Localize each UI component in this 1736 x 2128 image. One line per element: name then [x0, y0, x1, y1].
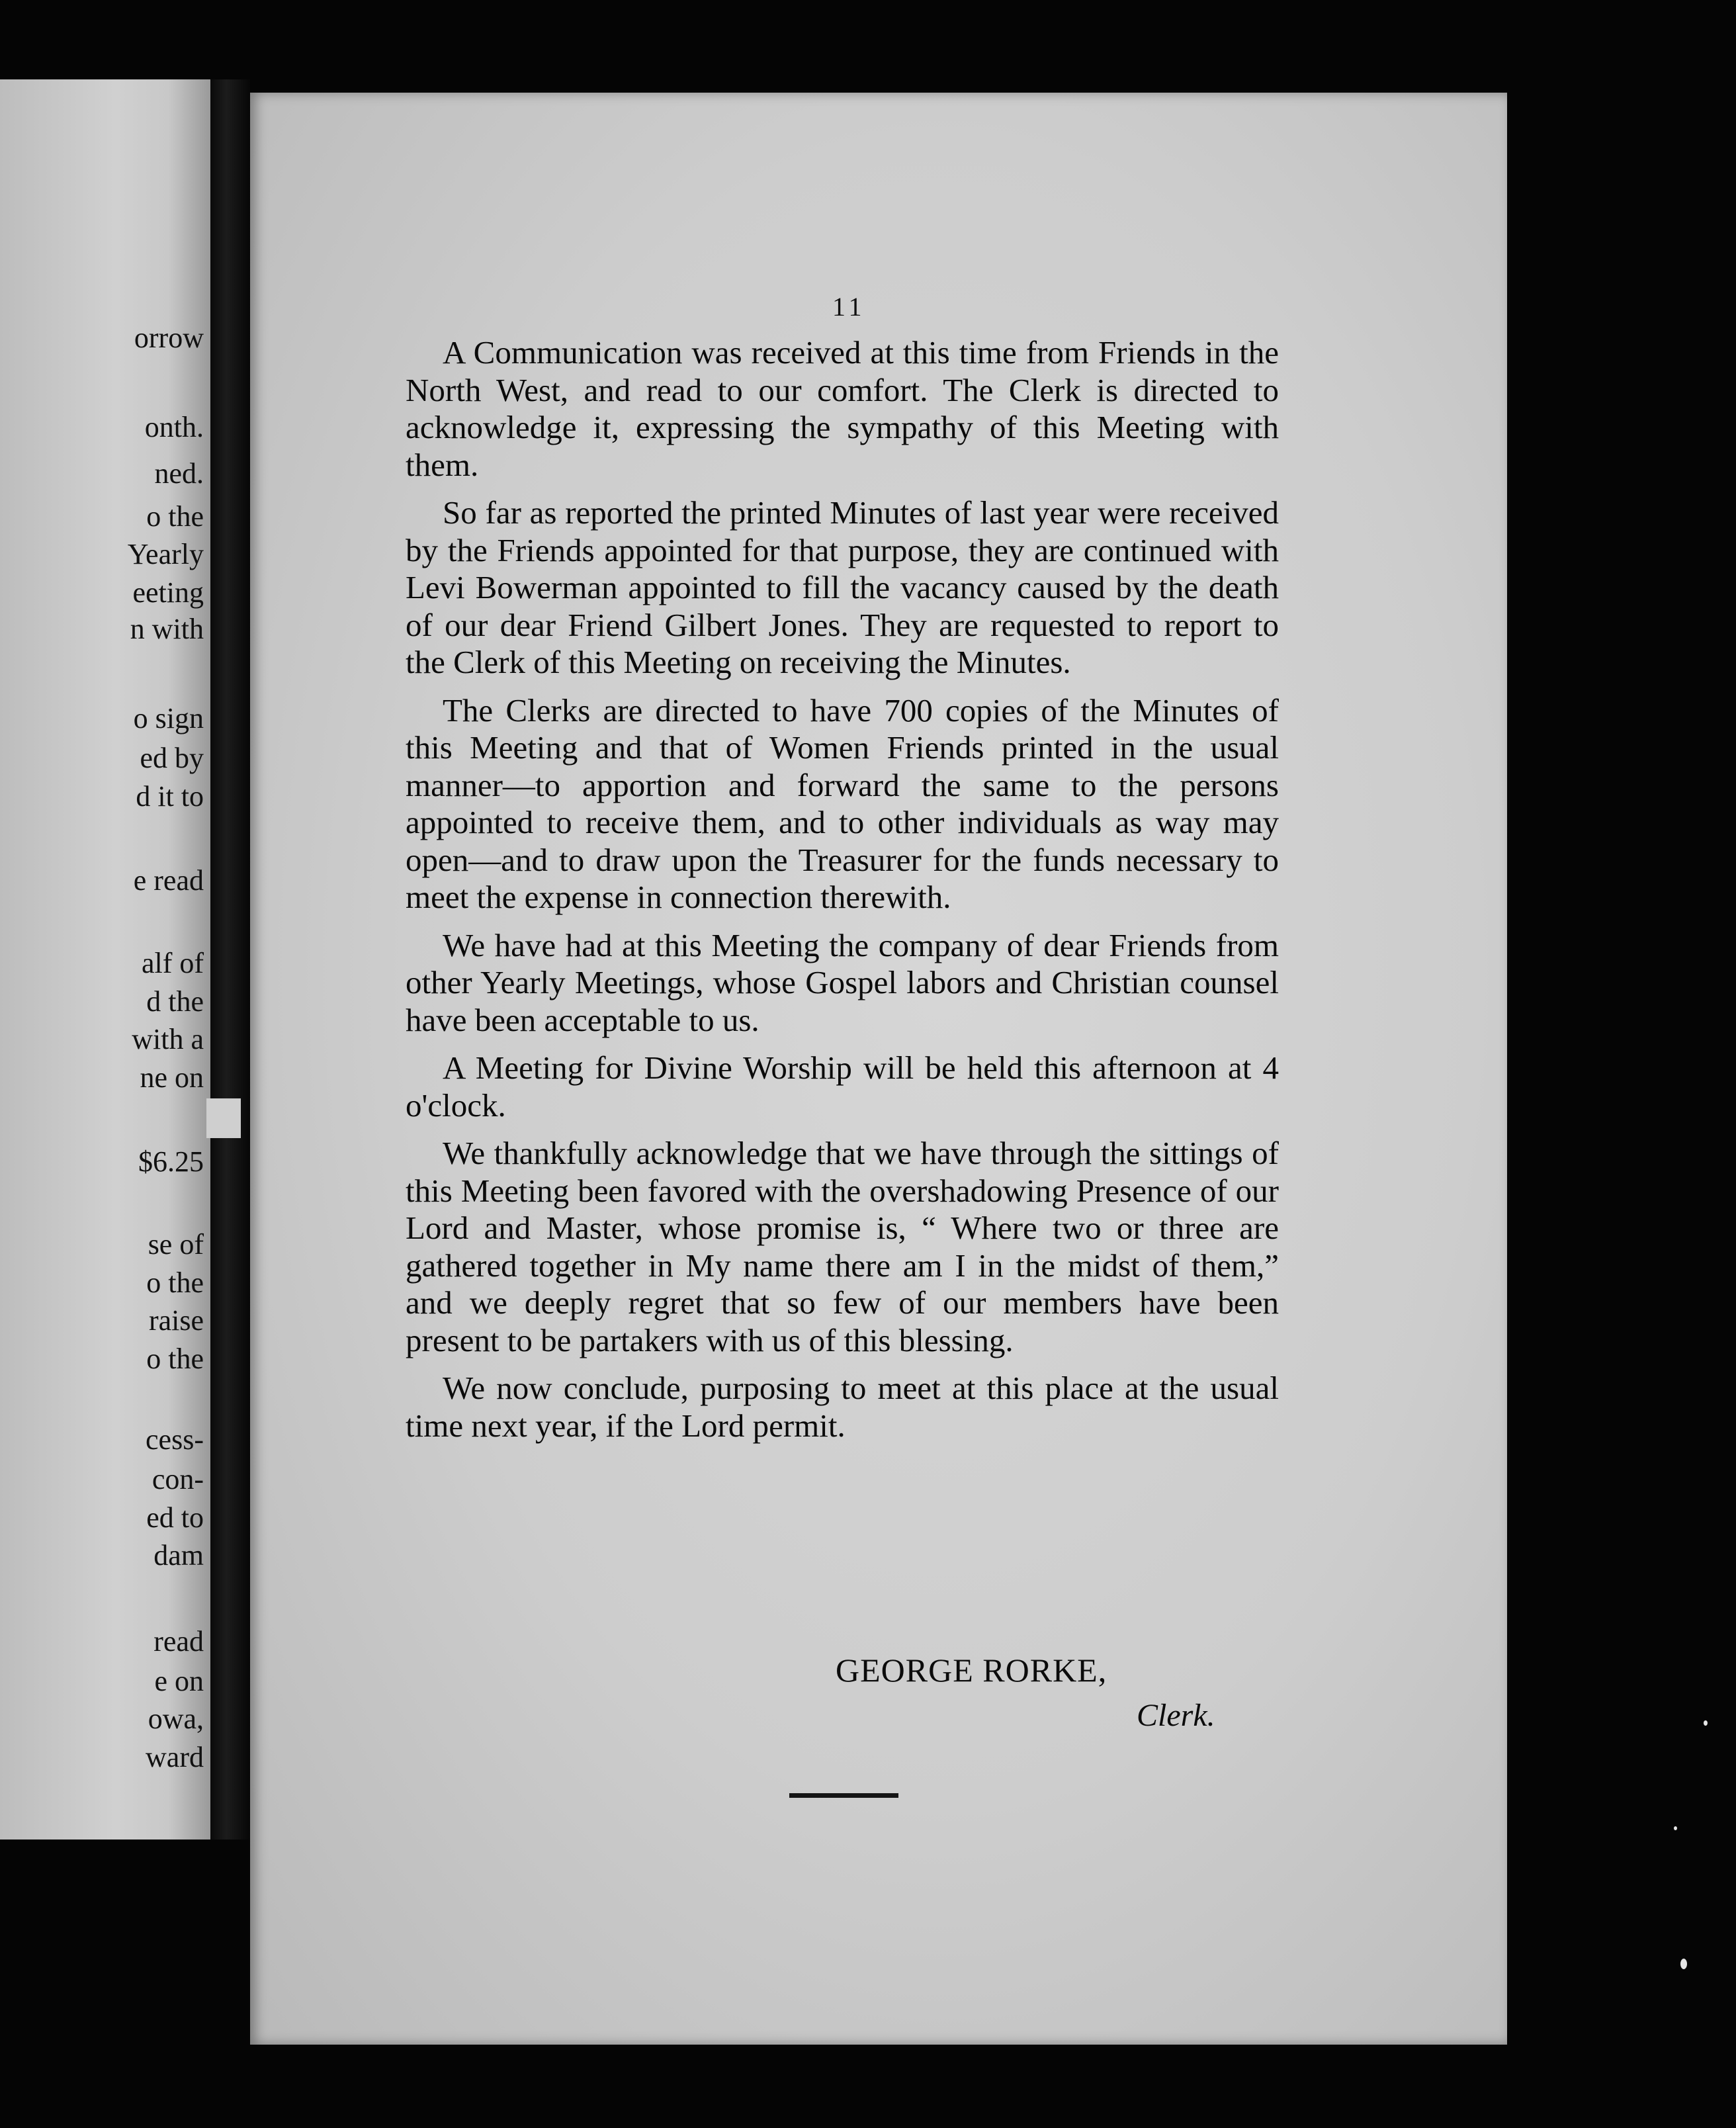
- left-page-line: o the: [146, 500, 204, 533]
- left-page-line: onth.: [144, 411, 204, 443]
- left-page-line: with a: [132, 1023, 204, 1055]
- left-page-line: alf of: [141, 947, 204, 979]
- dust-speck: [1704, 1720, 1708, 1726]
- left-page-line: ward: [146, 1741, 204, 1773]
- left-page-line: ne on: [140, 1061, 204, 1094]
- signature-name: GEORGE RORKE,: [836, 1652, 1107, 1689]
- left-page-line: d it to: [136, 780, 204, 813]
- main-page: [250, 93, 1507, 2045]
- left-page-line: orrow: [134, 322, 204, 354]
- left-page-line: owa,: [148, 1703, 204, 1735]
- left-page-line: con-: [152, 1463, 204, 1495]
- dust-speck: [1674, 1826, 1677, 1830]
- end-rule: [789, 1793, 898, 1798]
- paragraph: We now conclude, purposing to meet at this place at the usual time next year, if the Lord permit.: [406, 1370, 1279, 1444]
- paragraph: So far as reported the printed Minutes of last year were received by the Friends appointed for that purpose, they are continued with Levi Bowerman appointed to fill the vacancy caused by the death of our dear Friend Gilbert Jones. They are requested to report to the Clerk of this Meeting on receiving the Minutes.: [406, 494, 1279, 680]
- body-text: [406, 334, 1279, 1455]
- left-page-line: o the: [146, 1343, 204, 1375]
- left-page-line: cess-: [146, 1423, 204, 1456]
- left-page-line: eeting: [132, 576, 204, 609]
- left-page-line: o sign: [133, 702, 204, 734]
- paragraph: We have had at this Meeting the company of dear Friends from other Yearly Meetings, whose Gospel labors and Christian counsel have been acceptable to us.: [406, 926, 1279, 1038]
- binding-clip: [206, 1098, 241, 1138]
- left-page-line: n with: [130, 613, 204, 645]
- paragraph: We thankfully acknowledge that we have through the sittings of this Meeting been favored with the overshadowing Presence of our Lord and Master, whose promise is, “ Where two or three are gathered together in My name there am I in the midst of them,” and we deeply regret that so few of our members have been present to be partakers with us of this blessing.: [406, 1135, 1279, 1358]
- paragraph: The Clerks are directed to have 700 copies of the Minutes of this Meeting and that of Women Friends printed in the usual manner—to apportion and forward the same to the persons appointed to receive them, and to other individuals as way may open—and to draw upon the Treasurer for the funds necessary to meet the expense in connection therewith.: [406, 691, 1279, 915]
- left-page-line: se of: [148, 1228, 204, 1261]
- left-page-line: raise: [148, 1304, 204, 1337]
- left-page-line: d the: [146, 985, 204, 1018]
- page-number: 11: [832, 292, 866, 322]
- left-page-fragment: [0, 79, 210, 1840]
- dust-speck: [1680, 1959, 1687, 1969]
- left-page-line: ed by: [140, 742, 204, 774]
- left-page-line: read: [153, 1625, 204, 1658]
- left-page-line: Yearly: [127, 538, 204, 570]
- left-page-line: ed to: [146, 1501, 204, 1534]
- paragraph: A Meeting for Divine Worship will be held this afternoon at 4 o'clock.: [406, 1049, 1279, 1124]
- left-page-line: e read: [133, 864, 204, 897]
- signature-title: Clerk.: [1137, 1698, 1215, 1733]
- left-page-line: ned.: [154, 457, 204, 490]
- left-page-line: e on: [154, 1665, 204, 1697]
- left-page-line: dam: [153, 1539, 204, 1572]
- left-page-line: $6.25: [138, 1145, 204, 1178]
- book-gutter: [210, 79, 250, 1840]
- paragraph: A Communication was received at this time from Friends in the North West, and read to our comfort. The Clerk is directed to acknowledge it, expressing the sympathy of this Meeting with them.: [406, 334, 1279, 483]
- left-page-line: o the: [146, 1266, 204, 1299]
